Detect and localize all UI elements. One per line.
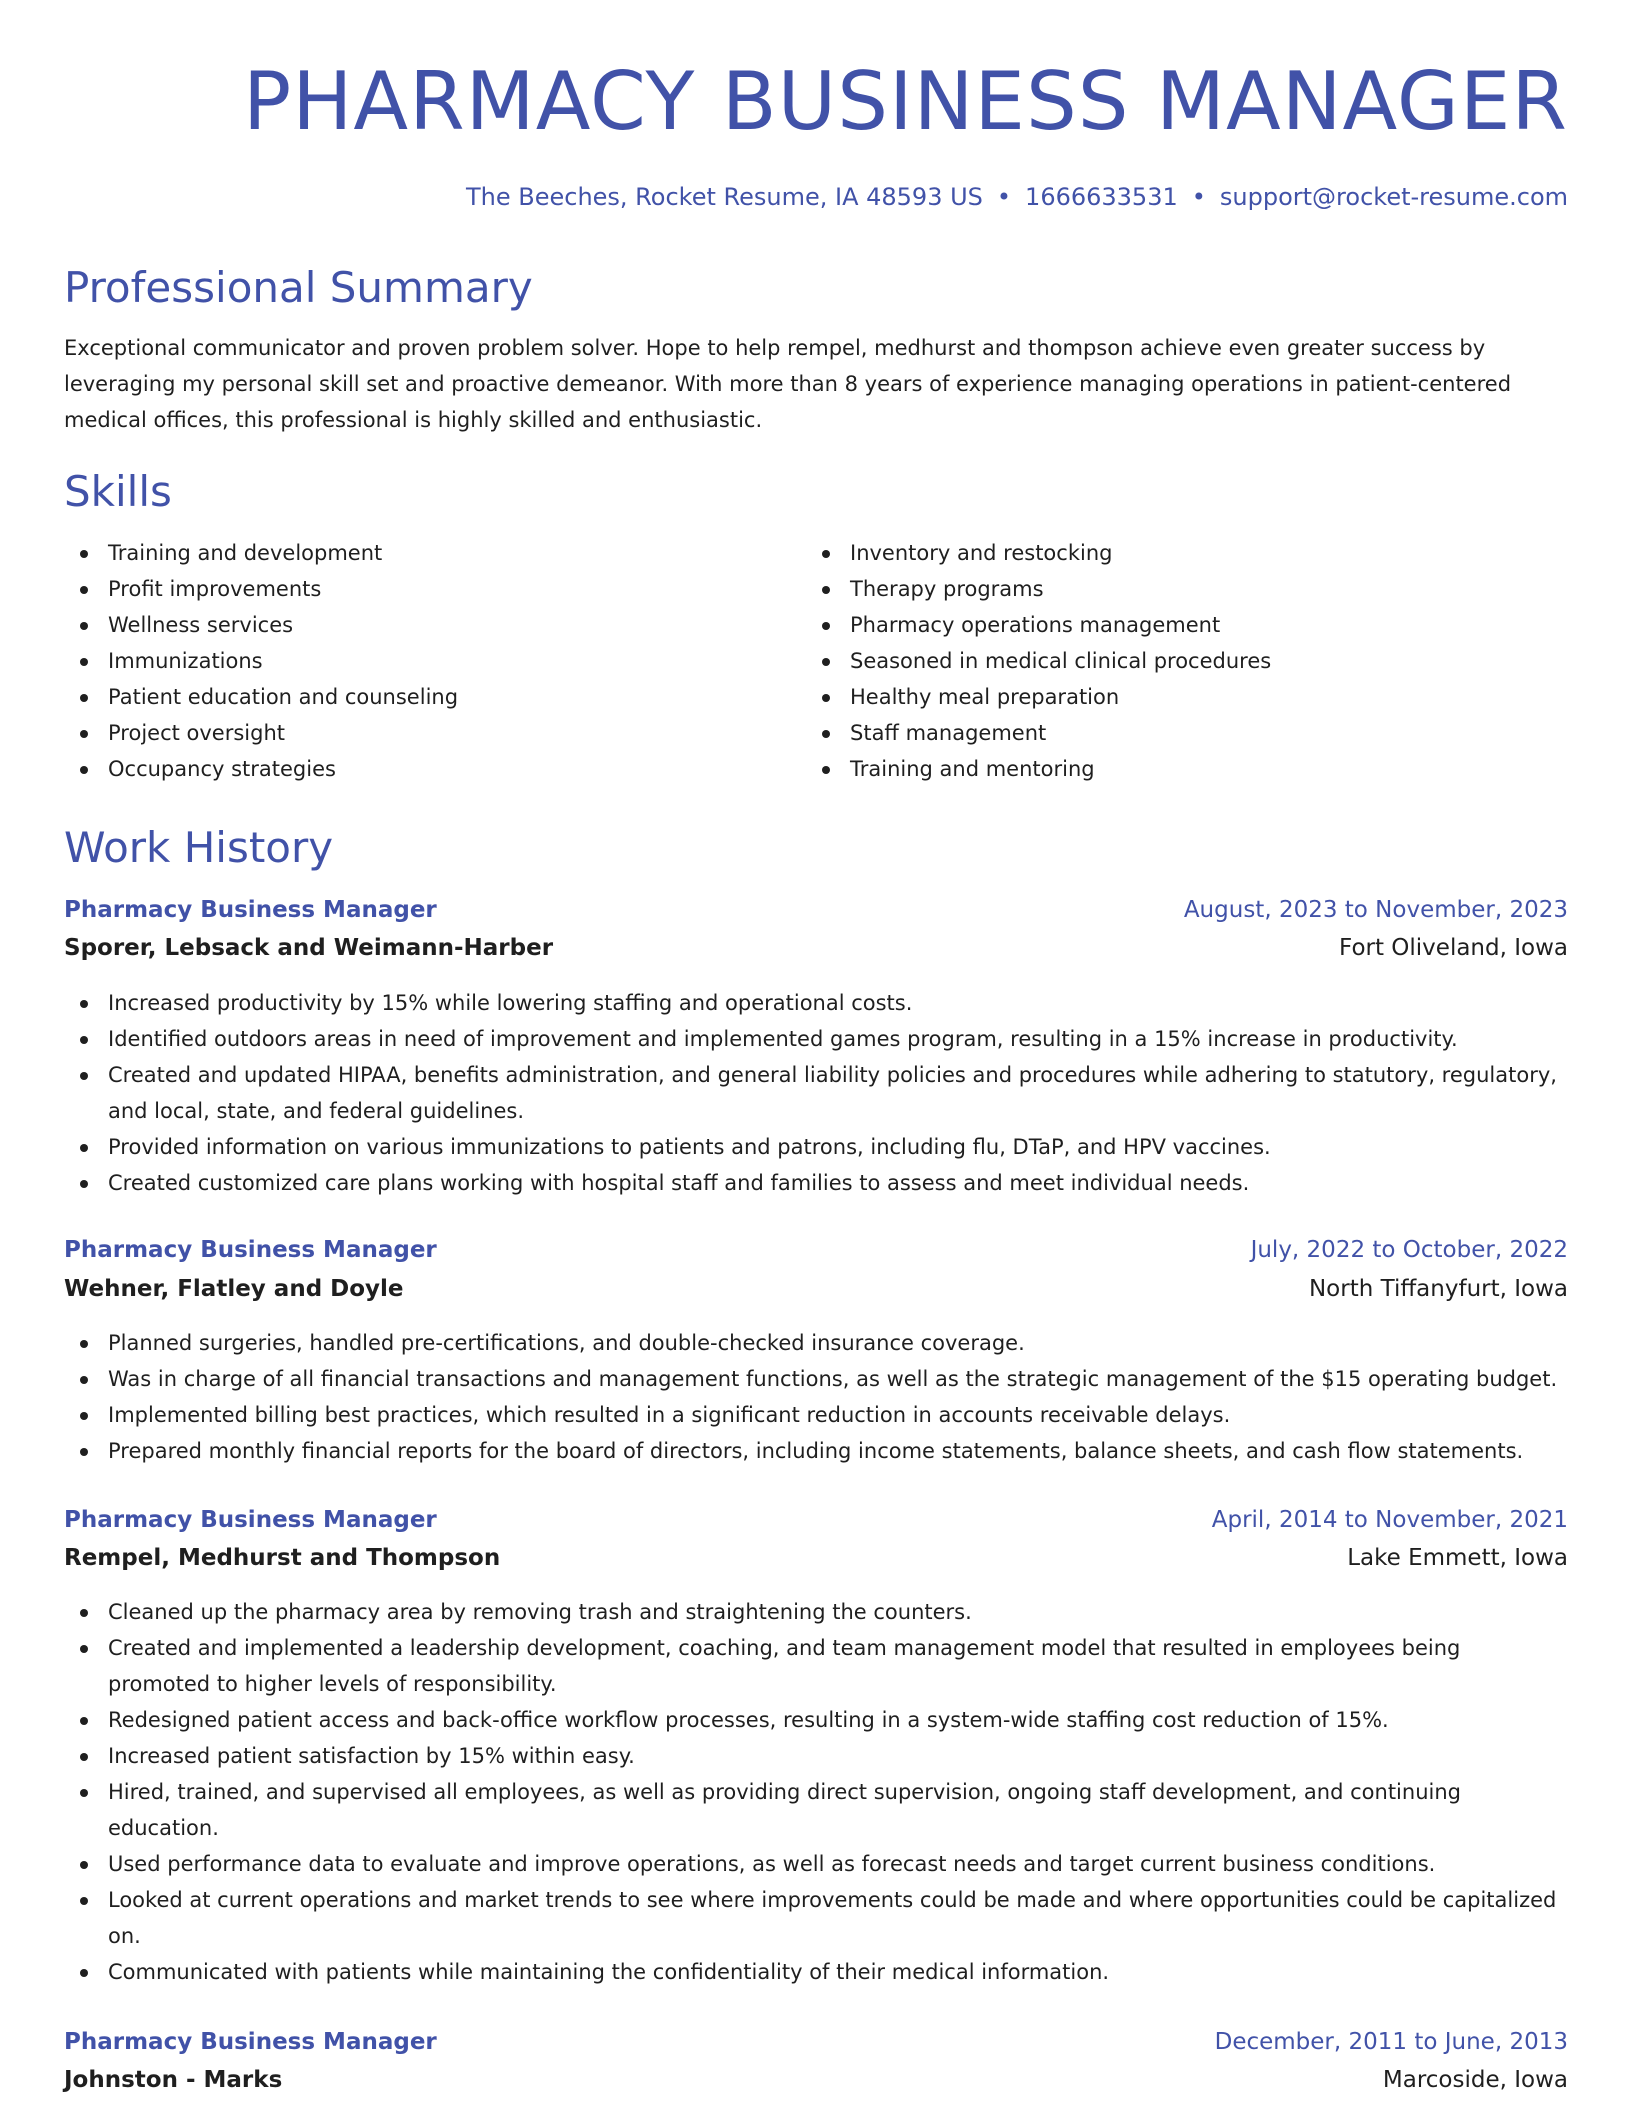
job-location: Lake Emmett, Iowa xyxy=(1347,1545,1568,1571)
skill-item: Training and development xyxy=(64,535,784,571)
resume-page xyxy=(64,0,1568,2112)
job-bullet: Used performance data to evaluate and improve operations, as well as forecast needs and target current business conditions. xyxy=(64,1846,1568,1882)
job-company: Rempel, Medhurst and Thompson xyxy=(64,1545,501,1571)
skill-item: Pharmacy operations management xyxy=(806,607,1546,643)
job-title: Pharmacy Business Manager xyxy=(64,1507,437,1533)
job-bullet: Prepared monthly financial reports for the board of directors, including income statements, balance sheets, and cash flow statements. xyxy=(64,1433,1568,1469)
contact-address: The Beeches, Rocket Resume, IA 48593 US xyxy=(465,183,983,211)
skill-item: Immunizations xyxy=(64,643,784,679)
job-bullet: Created and updated HIPAA, benefits administration, and general liability policies and procedures while adhering to statutory, regulatory, and local, state, and federal guidelines. xyxy=(64,1057,1568,1129)
skill-item: Training and mentoring xyxy=(806,751,1546,787)
job-bullet: Increased patient satisfaction by 15% within easy. xyxy=(64,1738,1568,1774)
skill-item: Profit improvements xyxy=(64,571,784,607)
job-title: Pharmacy Business Manager xyxy=(64,897,437,923)
job-dates: December, 2011 to June, 2013 xyxy=(1214,2029,1568,2055)
skill-item: Project oversight xyxy=(64,715,784,751)
job-bullet: Planned surgeries, handled pre-certifications, and double-checked insurance coverage. xyxy=(64,1325,1568,1361)
skill-item: Occupancy strategies xyxy=(64,751,784,787)
summary-heading: Professional Summary xyxy=(64,263,533,312)
job-bullets xyxy=(64,985,1568,1201)
job-bullet: Redesigned patient access and back-office workflow processes, resulting in a system-wide staffing cost reduction of 15%. xyxy=(64,1702,1568,1738)
skill-item: Seasoned in medical clinical procedures xyxy=(806,643,1546,679)
job-bullet: Cleaned up the pharmacy area by removing trash and straightening the counters. xyxy=(64,1594,1568,1630)
job-dates: August, 2023 to November, 2023 xyxy=(1183,897,1568,923)
job-dates: July, 2022 to October, 2022 xyxy=(1250,1237,1568,1263)
skills-heading: Skills xyxy=(64,467,172,516)
skill-item: Healthy meal preparation xyxy=(806,679,1546,715)
job-title: Pharmacy Business Manager xyxy=(64,1237,437,1263)
job-bullet: Was in charge of all financial transactions and management functions, as well as the strategic management of the $15 operating budget. xyxy=(64,1361,1568,1397)
contact-separator: • xyxy=(996,183,1012,211)
work-history-heading: Work History xyxy=(64,823,334,872)
job-location: Fort Oliveland, Iowa xyxy=(1339,935,1568,961)
candidate-name: PHARMACY BUSINESS MANAGER xyxy=(242,55,1568,148)
job-title: Pharmacy Business Manager xyxy=(64,2029,437,2055)
skill-item: Therapy programs xyxy=(806,571,1546,607)
job-bullet: Communicated with patients while maintaining the confidentiality of their medical information. xyxy=(64,1954,1568,1990)
job-bullet: Created customized care plans working with hospital staff and families to assess and meet individual needs. xyxy=(64,1165,1568,1201)
skill-item: Wellness services xyxy=(64,607,784,643)
job-company: Sporer, Lebsack and Weimann-Harber xyxy=(64,935,554,961)
skill-item: Inventory and restocking xyxy=(806,535,1546,571)
job-bullet: Increased productivity by 15% while lowering staffing and operational costs. xyxy=(64,985,1568,1021)
skills-list-right xyxy=(806,535,1546,787)
contact-email[interactable]: support@rocket-resume.com xyxy=(1219,183,1568,211)
skills-list-left xyxy=(64,535,784,787)
job-location: North Tiffanyfurt, Iowa xyxy=(1308,1276,1568,1302)
job-bullet: Created and implemented a leadership development, coaching, and team management model that resulted in employees being promoted to higher levels of responsibility. xyxy=(64,1630,1568,1702)
job-bullet: Identified outdoors areas in need of improvement and implemented games program, resulting in a 15% increase in productivity. xyxy=(64,1021,1568,1057)
job-dates: April, 2014 to November, 2021 xyxy=(1211,1507,1568,1533)
job-bullet: Looked at current operations and market trends to see where improvements could be made and where opportunities could be capitalized on. xyxy=(64,1882,1568,1954)
contact-separator: • xyxy=(1191,183,1206,211)
job-location: Marcoside, Iowa xyxy=(1382,2067,1568,2093)
skill-item: Staff management xyxy=(806,715,1546,751)
job-bullet: Implemented billing best practices, which resulted in a significant reduction in accounts receivable delays. xyxy=(64,1397,1568,1433)
job-company: Johnston - Marks xyxy=(64,2067,283,2093)
skill-item: Patient education and counseling xyxy=(64,679,784,715)
job-bullet: Provided information on various immunizations to patients and patrons, including flu, DTaP, and HPV vaccines. xyxy=(64,1129,1568,1165)
summary-text: Exceptional communicator and proven problem solver. Hope to help rempel, medhurst and thompson achieve even greater success by leveraging my personal skill set and proactive demeanor. With more than 8 years of experience managing operations in patient-centered medical offices, this professional is highly skilled and enthusiastic. xyxy=(64,336,1512,432)
job-bullets xyxy=(64,1594,1568,1990)
job-bullets xyxy=(64,1325,1568,1469)
job-company: Wehner, Flatley and Doyle xyxy=(64,1276,404,1302)
job-bullet: Hired, trained, and supervised all employees, as well as providing direct supervision, ongoing staff development, and continuing education. xyxy=(64,1774,1568,1846)
contact-phone: 1666633531 xyxy=(1025,183,1178,211)
contact-line xyxy=(466,181,1568,213)
